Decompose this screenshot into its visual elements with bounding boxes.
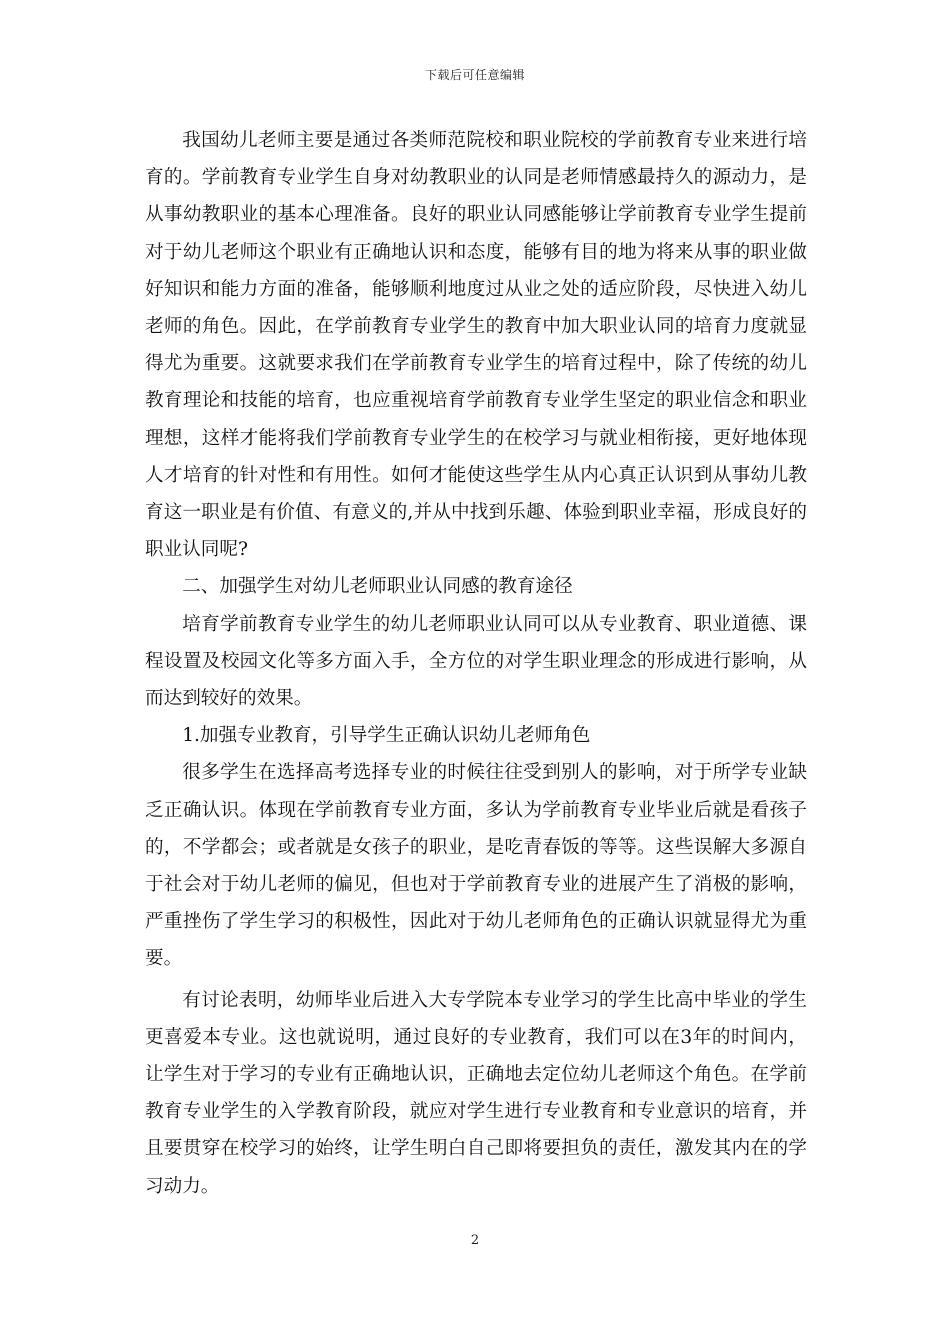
paragraph-approach: 培育学前教育专业学生的幼儿老师职业认同可以从专业教育、职业道德、课程设置及校园文化等多方面入手，全方位的对学生职业理念的形成进行影响，从而达到较好的效果。 [145,613,807,710]
document-body [145,122,807,1205]
subsection-heading: 1.加强专业教育，引导学生正确认识幼儿老师角色 [182,725,591,747]
paragraph-research: 有讨论表明，幼师毕业后进入大专学院本专业学习的学生比高中毕业的学生更喜爱本专业。这也就说明，通过良好的专业教育，我们可以在3年的时间内，让学生对于学习的专业有正确地认识，正确地去定位幼儿老师这个角色。在学前教育专业学生的入学教育阶段，就应对学生进行专业教育和专业意识的培育，并且要贯穿在校学习的始终，让学生明白自己即将要担负的责任，激发其内在的学习动力。 [145,989,807,1197]
section-heading: 二、加强学生对幼儿老师职业认同感的教育途径 [182,576,573,598]
page-number: 2 [470,1233,480,1248]
paragraph-intro: 我国幼儿老师主要是通过各类师范院校和职业院校的学前教育专业来进行培育的。学前教育专业学生自身对幼教职业的认同是老师情感最持久的源动力，是从事幼教职业的基本心理准备。良好的职业认同感能够让学前教育专业学生提前对于幼儿老师这个职业有正确地认识和态度，能够有目的地为将来从事的职业做好知识和能力方面的准备，能够顺利地度过从业之处的适应阶段，尽快进入幼儿老师的角色。因此，在学前教育专业学生的教育中加大职业认同的培育力度就显得尤为重要。这就要求我们在学前教育专业学生的培育过程中，除了传统的幼儿教育理论和技能的培育，也应重视培育学前教育专业学生坚定的职业信念和职业理想，这样才能将我们学前教育专业学生的在校学习与就业相衔接，更好地体现人才培育的针对性和有用性。如何才能使这些学生从内心真正认识到从事幼儿教育这一职业是有价值、有意义的,并从中找到乐趣、体验到职业幸福，形成良好的职业认同呢? [145,130,807,561]
paragraph-misconceptions: 很多学生在选择高考选择专业的时候往往受到别人的影响，对于所学专业缺乏正确认识。体现在学前教育专业方面，多认为学前教育专业毕业后就是看孩子的，不学都会；或者就是女孩子的职业，是吃青春饭的等等。这些误解大多源自于社会对于幼儿老师的偏见，但也对于学前教育专业的进展产生了消极的影响，严重挫伤了学生学习的积极性，因此对于幼儿老师角色的正确认识就显得尤为重要。 [145,762,807,970]
page-header: 下载后可任意编辑 [424,68,525,82]
